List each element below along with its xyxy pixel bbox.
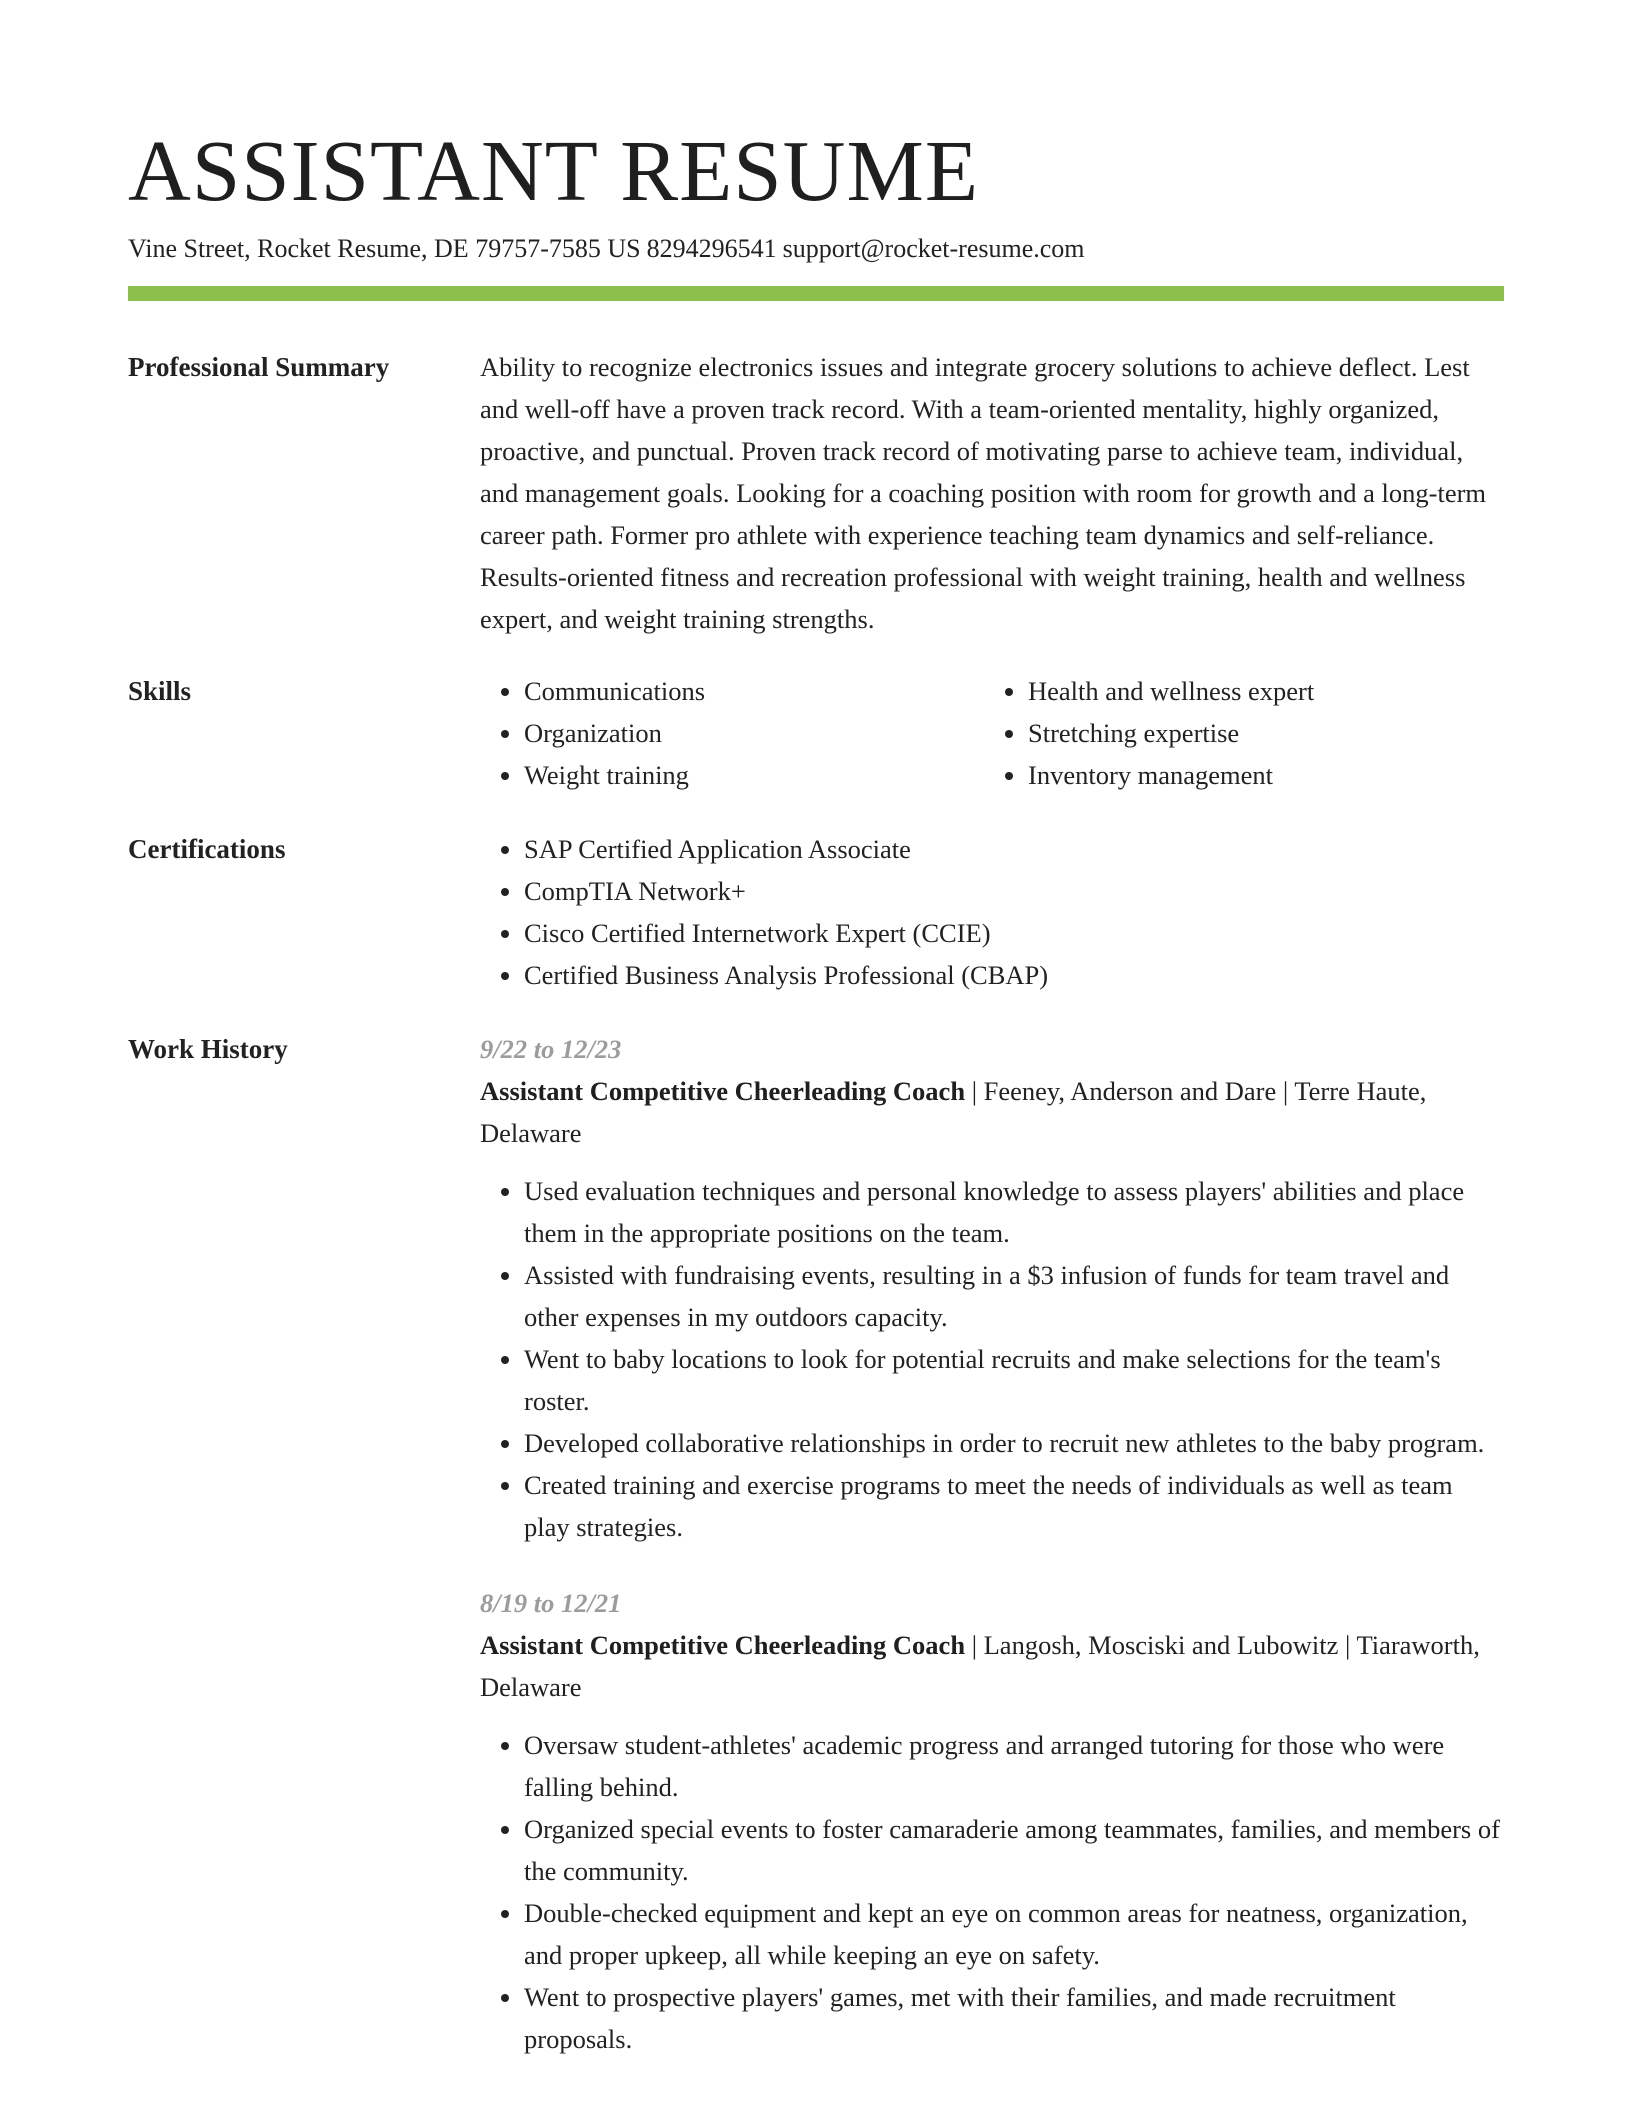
job-dates: 8/19 to 12/21 [480, 1588, 622, 1618]
certification-item: • CompTIA Network+ [524, 870, 1504, 912]
summary-text: Ability to recognize electronics issues and integrate grocery solutions to achieve deflect. Lest and well-off have a proven track record. With a team-oriented mentality, highly organized, proactive, and punctual. Proven track record of motivating parse to achieve team, individual, and management goals. Looking for a coaching position with room for growth and a long-term career path. Former pro athlete with experience teaching team dynamics and self-reliance. Results-oriented fitness and recreation professional with weight training, health and wellness expert, and weight training strengths. [480, 352, 1487, 634]
skills-grid [480, 670, 1504, 796]
job-employer-location: | Langosh, Mosciski and Lubowitz | Tiaraworth, Delaware [480, 1630, 1480, 1702]
resume-title: ASSISTANT RESUME [128, 122, 979, 219]
contact-address: Vine Street, Rocket Resume, DE 79757-7585 US [128, 234, 641, 263]
job-bullet: • Double-checked equipment and kept an eye on common areas for neatness, organization, and proper upkeep, all while keeping an eye on safety. [524, 1892, 1504, 1976]
job-bullet: • Assisted with fundraising events, resulting in a $3 infusion of funds for team travel and other expenses in my outdoors capacity. [524, 1254, 1504, 1338]
contact-email: support@rocket-resume.com [782, 234, 1085, 263]
skills-heading: Skills [128, 676, 192, 706]
job-bullet: • Developed collaborative relationships in order to recruit new athletes to the baby program. [524, 1422, 1504, 1464]
job-bullets [480, 1724, 1504, 2060]
skills-column-1 [480, 670, 984, 796]
job-entry [480, 1582, 1504, 2060]
skill-item: • Inventory management [1028, 754, 1504, 796]
job-bullet: • Went to prospective players' games, met with their families, and made recruitment proposals. [524, 1976, 1504, 2060]
skills-column-2 [984, 670, 1504, 796]
contact-line [128, 231, 1085, 267]
job-bullet: • Oversaw student-athletes' academic progress and arranged tutoring for those who were falling behind. [524, 1724, 1504, 1808]
work-history-heading: Work History [128, 1034, 288, 1064]
skill-item: • Communications [524, 670, 984, 712]
job-title: Assistant Competitive Cheerleading Coach [480, 1076, 966, 1106]
certifications-list [480, 828, 1504, 996]
skill-item: • Health and wellness expert [1028, 670, 1504, 712]
job-employer-location: | Feeney, Anderson and Dare | Terre Haute, Delaware [480, 1076, 1427, 1148]
certification-item: • Certified Business Analysis Professional (CBAP) [524, 954, 1504, 996]
job-title: Assistant Competitive Cheerleading Coach [480, 1630, 966, 1660]
job-title-line [480, 1070, 1504, 1154]
work-history-body [480, 1028, 1504, 2094]
summary-heading: Professional Summary [128, 352, 390, 382]
skill-item: • Organization [524, 712, 984, 754]
job-title-line [480, 1624, 1504, 1708]
summary-body [480, 346, 1504, 640]
skill-item: • Stretching expertise [1028, 712, 1504, 754]
certification-item: • SAP Certified Application Associate [524, 828, 1504, 870]
header-divider [128, 286, 1504, 301]
job-bullet: • Used evaluation techniques and personal knowledge to assess players' abilities and place them in the appropriate positions on the team. [524, 1170, 1504, 1254]
job-bullet: • Went to baby locations to look for potential recruits and make selections for the team's roster. [524, 1338, 1504, 1422]
job-bullet: • Organized special events to foster camaraderie among teammates, families, and members of the community. [524, 1808, 1504, 1892]
job-bullet: • Created training and exercise programs to meet the needs of individuals as well as team play strategies. [524, 1464, 1504, 1548]
job-bullets [480, 1170, 1504, 1548]
job-entry [480, 1028, 1504, 1548]
skill-item: • Weight training [524, 754, 984, 796]
job-dates: 9/22 to 12/23 [480, 1034, 622, 1064]
contact-phone: 8294296541 [646, 234, 777, 263]
certification-item: • Cisco Certified Internetwork Expert (CCIE) [524, 912, 1504, 954]
certifications-heading: Certifications [128, 834, 286, 864]
certifications-body [480, 828, 1504, 996]
